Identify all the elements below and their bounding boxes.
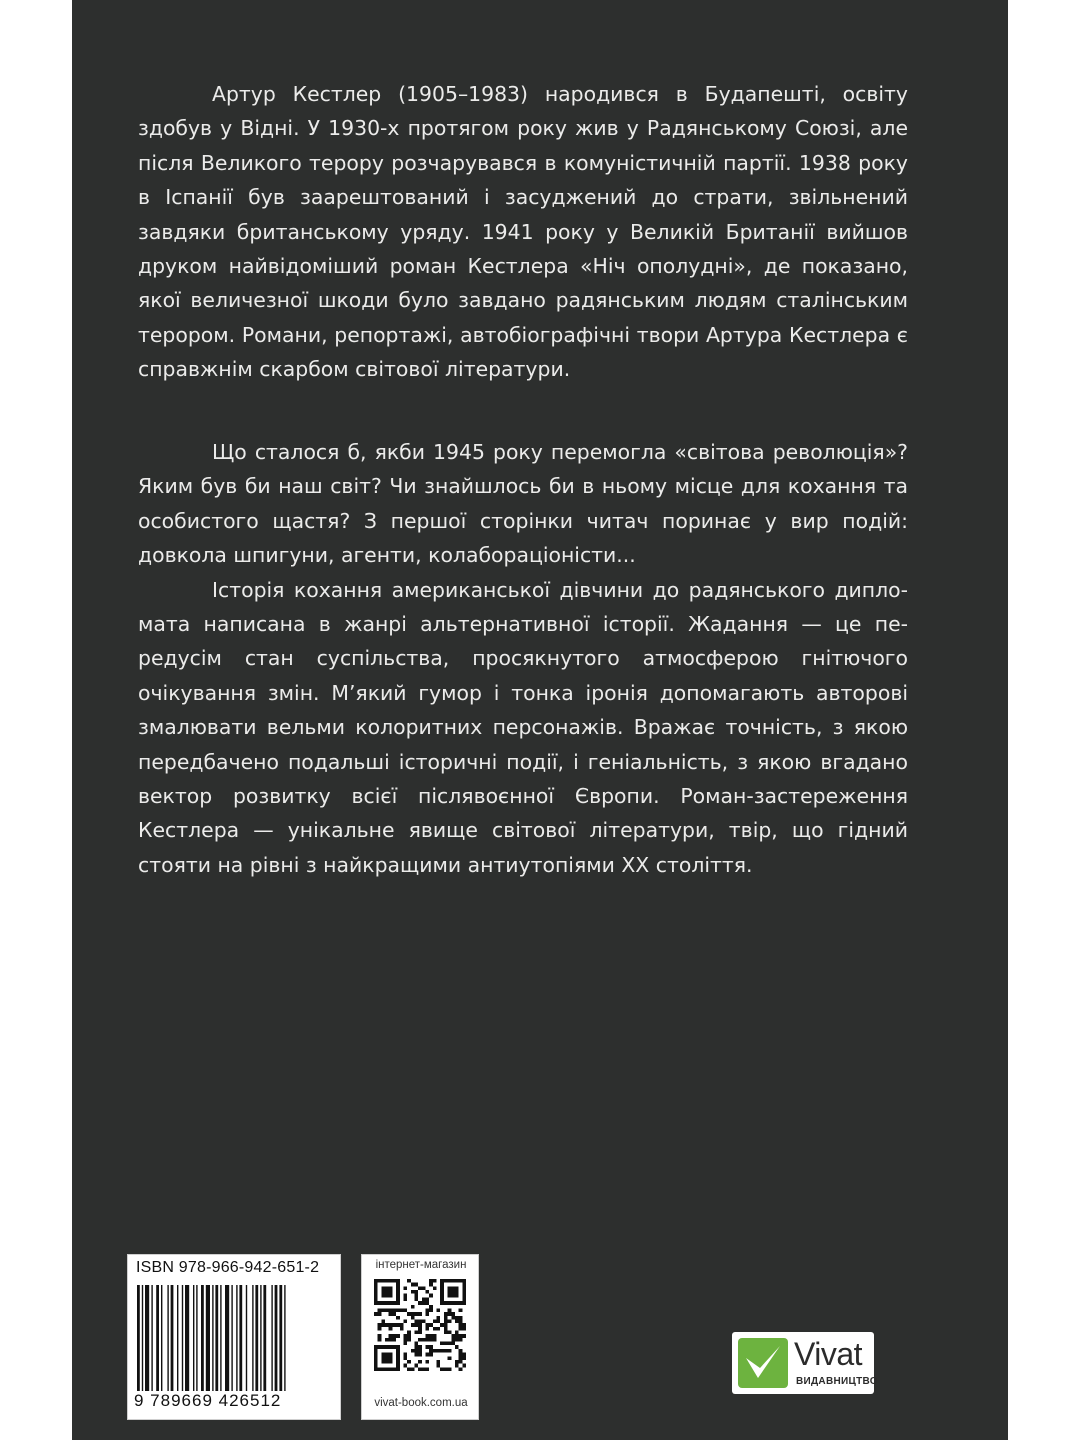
isbn-label: ISBN 978-966-942-651-2 — [136, 1259, 320, 1276]
scan-margin-left — [0, 0, 72, 1440]
scan-margin-right — [1008, 0, 1080, 1440]
isbn-barcode-box — [127, 1254, 341, 1420]
bio-paragraph: Артур Кестлер (1905–1983) народився в Будапешті, освіту здобув у Відні. У 1930-х протягом року жив у Радянському Союзі, але після Великого терору розчарувався в комуністичній партії. 1938 року в Іспанії був заарештований і засуджений до страти, звільнений завдяки британському уряду. 1941 року у Великій Британії вийшов друком найвідоміший роман Кестлера «Ніч ополудні», де показано, якої величезної шкоди було завдано радянським людям сталінським терором. Романи, репортажі, автобіографічні твори Артура Кестлера є справжнім скарбом світової літератури. — [138, 82, 908, 382]
qr-code-box — [361, 1254, 479, 1420]
publisher-name: Vivat — [794, 1336, 863, 1372]
publisher-subtitle: ВИДАВНИЦТВО — [796, 1376, 878, 1387]
publisher-logo — [732, 1332, 878, 1394]
qr-label: інтернет-магазин — [375, 1259, 467, 1271]
blurb-paragraph-1: Що сталося б, якби 1945 року перемогла «світова революція»? Яким був би наш світ? Чи знайшлось би в ньому місце для кохання та особистого щастя? З першої сторінки читач поринає у вир подій: довкола шпигуни, агенти, колабораціоністи... — [138, 440, 908, 568]
book-blurb — [138, 435, 908, 882]
qr-code-icon — [374, 1279, 466, 1371]
author-bio — [138, 77, 908, 387]
blurb-paragraph-2: Історія кохання американської дівчини до радянського дипломата написана в жанрі альтернативної історії. Жадання — це передусім стан суспільства, просякнутого атмосферою гнітючого очікування змін. М’який гумор і тонка іронія допомагають авторові змалювати вельми колоритних персонажів. Вражає точність, з якою передбачено подальші історичні події, і геніальність, з якою вгадано вектор розвитку всієї післявоєнної Європи. Роман-застереження Кестлера — унікальне явище світової літератури, твір, що гідний стояти на рівні з найкращими антиутопіями XX століття. — [138, 577, 908, 877]
vivat-leaf-icon — [738, 1338, 788, 1388]
qr-url: vivat-book.com.ua — [374, 1397, 468, 1409]
barcode-icon — [137, 1285, 333, 1391]
barcode-digits: 9 789669 426512 — [134, 1391, 282, 1410]
